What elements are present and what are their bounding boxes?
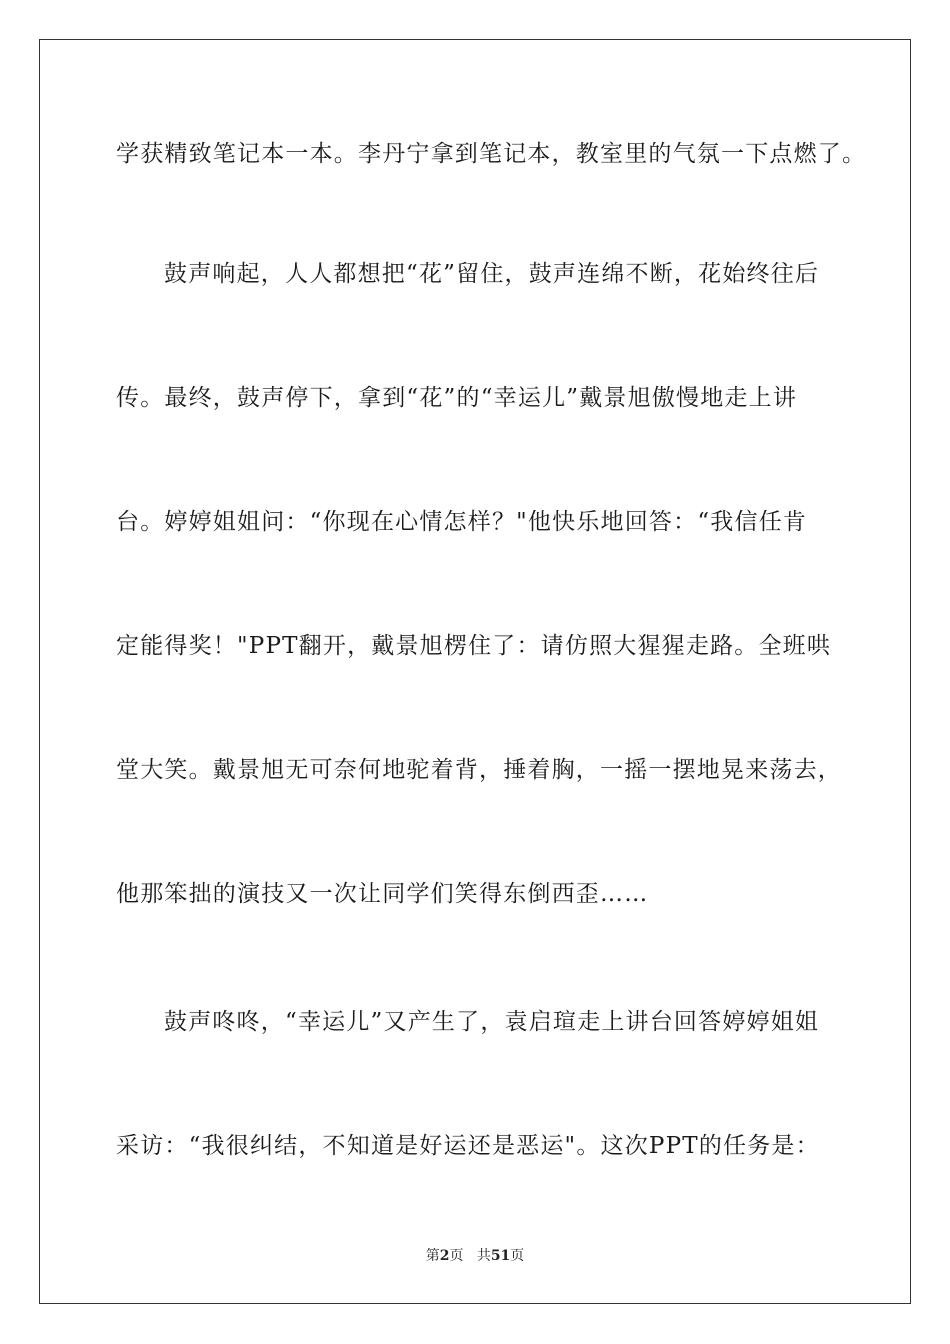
text-line-1: 学获精致笔记本一本。李丹宁拿到笔记本，教室里的气氛一下点燃了。 bbox=[116, 141, 867, 167]
text-line-3: 传。最终，鼓声停下，拿到“花”的“幸运儿”戴景旭傲慢地走上讲 bbox=[116, 385, 798, 411]
text-line-9: 采访：“我很纠结，不知道是好运还是恶运"。这次PPT的任务是： bbox=[116, 1133, 820, 1159]
footer-total-suffix: 页 bbox=[510, 1248, 525, 1264]
text-line-4: 台。婷婷姐姐问：“你现在心情怎样？"他快乐地回答：“我信任肯 bbox=[116, 509, 808, 535]
footer-page-prefix: 第 bbox=[425, 1248, 440, 1264]
text-line-6: 堂大笑。戴景旭无可奈何地驼着背，捶着胸，一摇一摆地晃来荡去， bbox=[116, 757, 842, 783]
footer-page-suffix: 页 bbox=[449, 1248, 464, 1264]
footer-total-prefix: 共 bbox=[476, 1248, 491, 1264]
footer-page-number: 2 bbox=[439, 1248, 450, 1264]
text-line-8: 鼓声咚咚，“幸运儿”又产生了，袁启瑄走上讲台回答婷婷姐姐 bbox=[164, 1009, 820, 1035]
text-line-2: 鼓声响起，人人都想把“花”留住，鼓声连绵不断，花始终往后 bbox=[164, 261, 820, 287]
text-line-7: 他那笨拙的演技又一次让同学们笑得东倒西歪…… bbox=[116, 881, 649, 907]
page-footer bbox=[0, 1247, 950, 1265]
page-border bbox=[39, 39, 911, 1304]
footer-total-number: 51 bbox=[490, 1248, 511, 1264]
text-line-5: 定能得奖！"PPT翻开，戴景旭楞住了：请仿照大猩猩走路。全班哄 bbox=[116, 633, 832, 659]
